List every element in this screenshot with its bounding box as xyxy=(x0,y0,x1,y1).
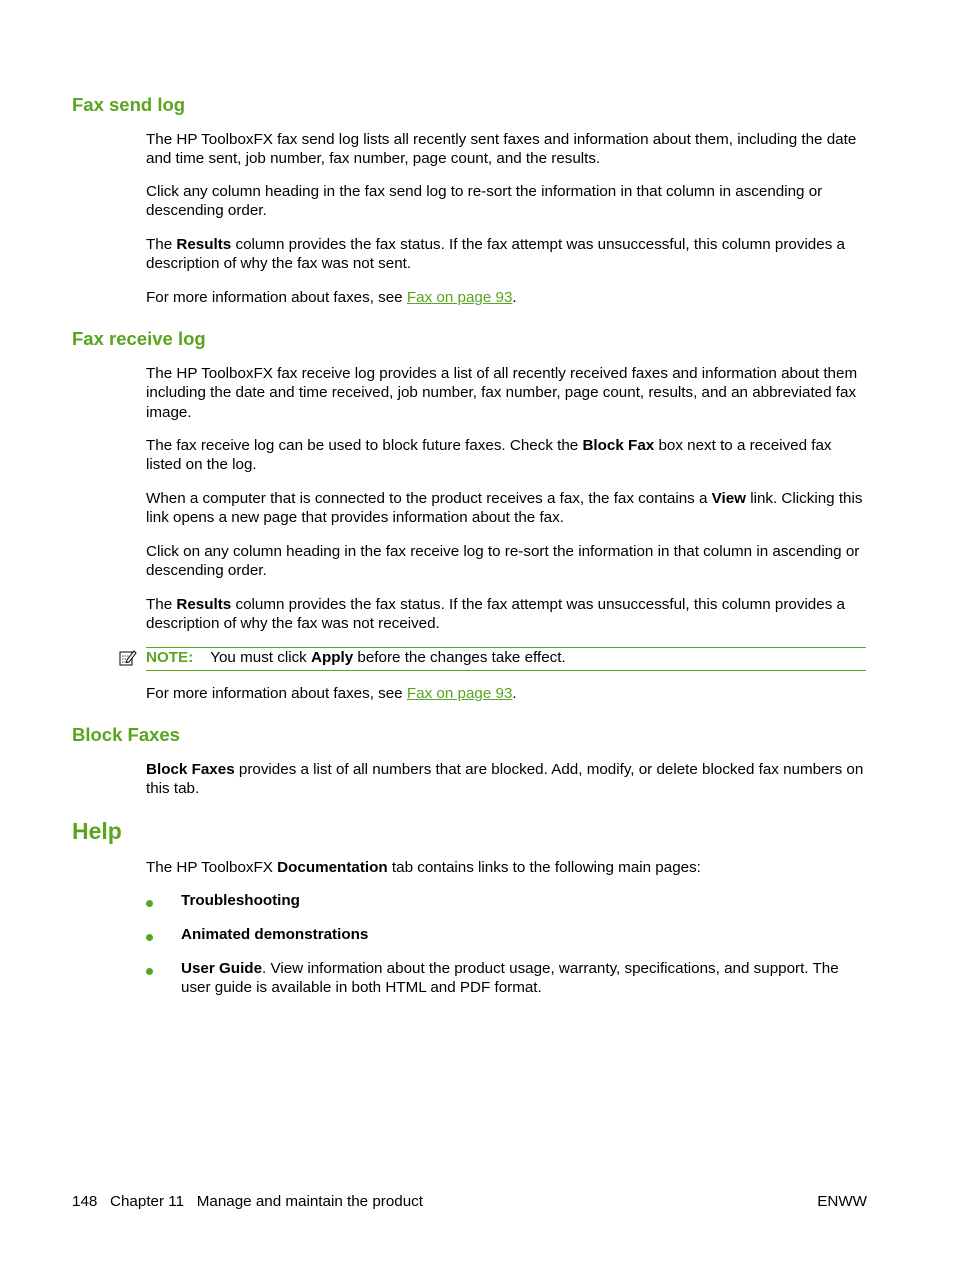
bold-term: Block Fax xyxy=(582,437,655,454)
section-heading-help: Help xyxy=(72,818,122,844)
paragraph: The fax receive log can be used to block future faxes. Check the Block Fax box next to a received fax listed on the log. xyxy=(146,437,832,474)
section-heading-block-faxes: Block Faxes xyxy=(72,724,180,745)
paragraph: The HP ToolboxFX fax receive log provides a list of all recently received faxes and information about them including the date and time received, job number, fax number, page count, results, and an abbreviated fax image. xyxy=(146,365,858,421)
section-heading-fax-receive-log: Fax receive log xyxy=(72,328,206,349)
note-label: NOTE: xyxy=(146,649,194,666)
paragraph: For more information about faxes, see Fax on page 93. xyxy=(146,685,517,702)
fax-page-link[interactable]: Fax on page 93 xyxy=(406,685,513,702)
bold-term: Apply xyxy=(310,649,354,666)
paragraph: The Results column provides the fax status. If the fax attempt was unsuccessful, this column provides a description of why the fax was not sent. xyxy=(146,236,845,273)
list-item: Troubleshooting xyxy=(181,892,300,909)
paragraph: When a computer that is connected to the product receives a fax, the fax contains a View link. Clicking this link opens a new page that provides information about the fax. xyxy=(146,490,863,527)
fax-page-link[interactable]: Fax on page 93 xyxy=(406,289,513,306)
bold-term: View xyxy=(711,490,746,507)
paragraph: The Results column provides the fax status. If the fax attempt was unsuccessful, this column provides a description of why the fax was not received. xyxy=(146,596,845,633)
paragraph: Click on any column heading in the fax receive log to re-sort the information in that column in ascending or descending order. xyxy=(146,543,860,580)
list-item: User Guide. View information about the product usage, warranty, specifications, and support. The user guide is available in both HTML and PDF format. xyxy=(181,960,839,997)
paragraph: The HP ToolboxFX Documentation tab contains links to the following main pages: xyxy=(146,859,701,876)
note-text: NOTE: You must click Apply before the changes take effect. xyxy=(146,649,566,666)
bold-term: Documentation xyxy=(277,859,388,876)
bold-term: Results xyxy=(176,596,232,613)
page-number: 148 xyxy=(72,1193,98,1210)
footer-chapter-title: Manage and maintain the product xyxy=(196,1193,423,1210)
bullet-dot-icon xyxy=(146,964,156,974)
bullet-dot-icon xyxy=(146,896,156,906)
footer-chapter: Chapter 11 xyxy=(110,1193,185,1210)
bullet-dot-icon xyxy=(146,930,156,940)
bold-term: Results xyxy=(176,236,232,253)
footer-right-label: ENWW xyxy=(817,1193,867,1210)
paragraph: The HP ToolboxFX fax send log lists all recently sent faxes and information about them, including the date and time sent, job number, fax number, page count, and the results. xyxy=(146,131,857,168)
note-pencil-icon xyxy=(118,648,138,668)
list-item: Animated demonstrations xyxy=(181,926,369,943)
paragraph: Click any column heading in the fax send log to re-sort the information in that column in ascending or descending order. xyxy=(146,183,823,220)
bold-term: Block Faxes xyxy=(146,761,235,778)
paragraph: Block Faxes provides a list of all numbers that are blocked. Add, modify, or delete blocked fax numbers on this tab. xyxy=(146,761,864,798)
section-heading-fax-send-log: Fax send log xyxy=(72,94,186,115)
paragraph: For more information about faxes, see Fax on page 93. xyxy=(146,289,517,306)
page-footer xyxy=(72,1192,423,1212)
